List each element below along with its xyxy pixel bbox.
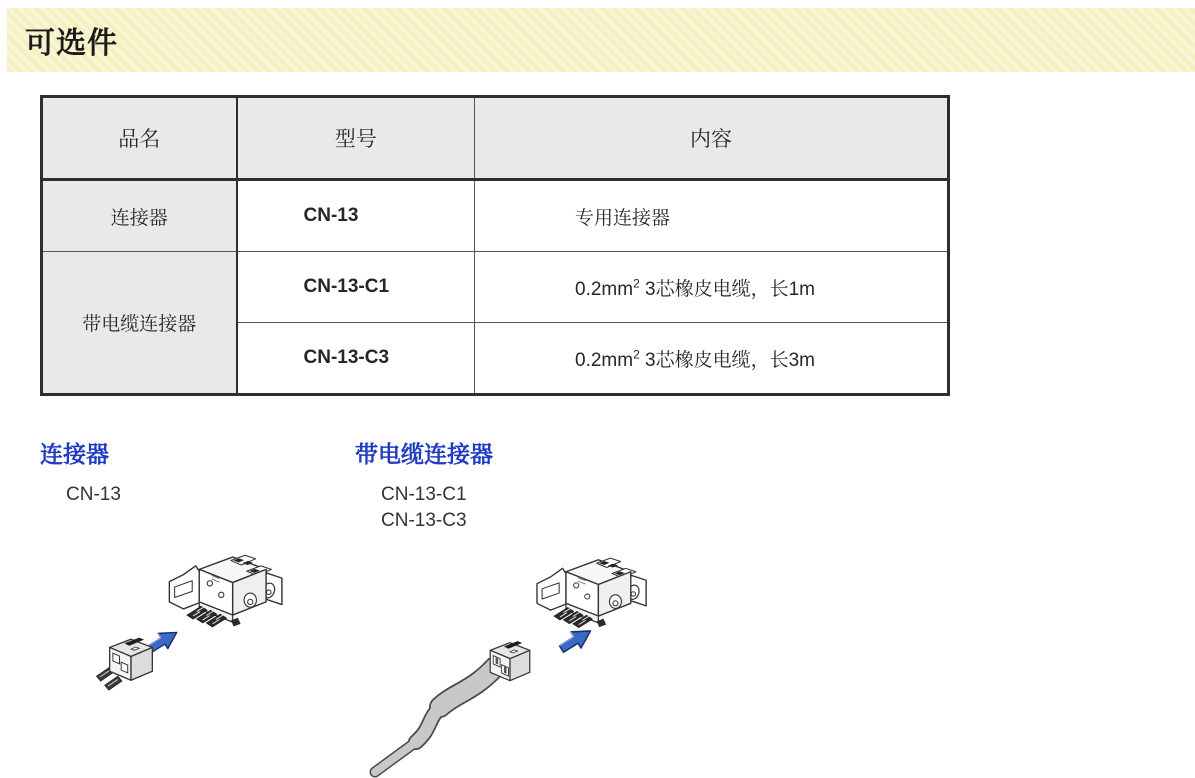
cell-content-cn13c3: $0.2mm^2$ 3芯橡皮电缆，长3m: [475, 323, 949, 395]
section-banner: [7, 8, 1195, 72]
cell-model-cn13c3: CN-13-C3: [237, 323, 475, 395]
cell-product-connector: 连接器: [42, 180, 237, 252]
connector-plug-drawing: [97, 638, 153, 691]
header-content: 内容: [475, 97, 949, 180]
cell-content-cn13: 专用连接器: [475, 180, 949, 252]
cable-connector-model-labels: [381, 482, 493, 534]
cell-model-cn13: CN-13: [237, 180, 475, 252]
blue-arrow-icon: [556, 623, 595, 657]
connector-section-title: 连接器: [40, 441, 109, 467]
cable-connector-illustration: [345, 545, 660, 778]
cell-product-cable-connector: 带电缆连接器: [42, 252, 237, 395]
connector-model-label: CN-13: [66, 484, 121, 505]
connector-section: [40, 436, 121, 508]
connector-illustration: [85, 545, 320, 705]
table-row: [42, 252, 949, 323]
cable-model-1: CN-13-C1: [381, 484, 467, 505]
cell-model-cn13c1: CN-13-C1: [237, 252, 475, 323]
header-model: 型号: [237, 97, 475, 180]
cable-model-2: CN-13-C3: [381, 510, 467, 531]
table-header-row: [42, 97, 949, 180]
table-row: [42, 180, 949, 252]
cable-connector-section: [355, 436, 493, 534]
cable-plug-drawing: [490, 641, 530, 681]
header-product-name: 品名: [42, 97, 237, 180]
cable-connector-section-title: 带电缆连接器: [355, 441, 493, 467]
cable-drawing: [375, 667, 495, 772]
sensor-drawing: [537, 558, 646, 627]
sensor-drawing: [169, 555, 282, 627]
page-title: 可选件: [25, 27, 118, 60]
options-table: [40, 95, 950, 396]
cell-content-cn13c1: $0.2mm^2$ 3芯橡皮电缆，长1m: [475, 252, 949, 323]
